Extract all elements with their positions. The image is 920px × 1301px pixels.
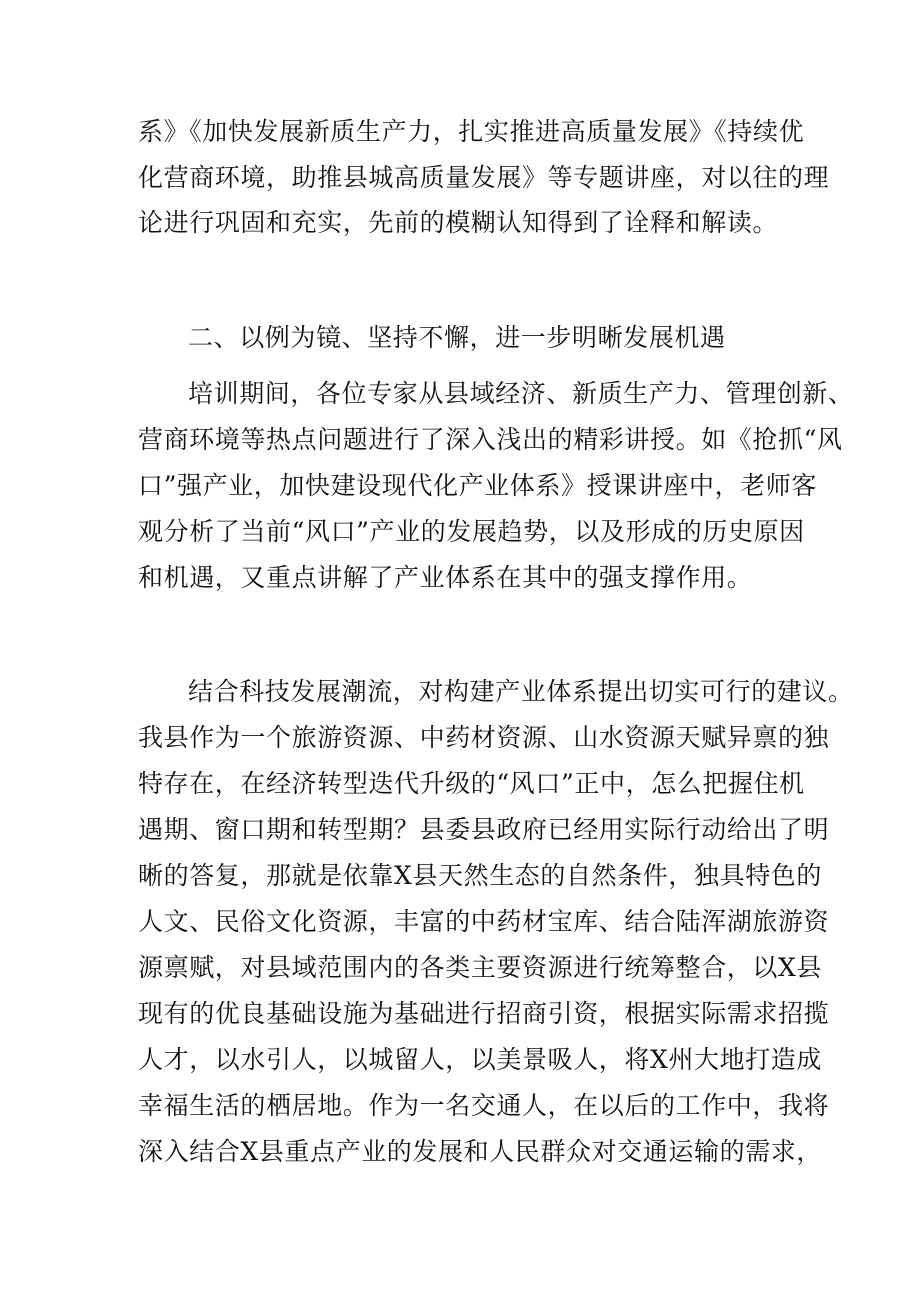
intro-line-3: 论进行巩固和充实，先前的模糊认知得到了诠释和解读。 — [138, 208, 779, 237]
training-line-5: 和机遇，又重点讲解了产业体系在其中的强支撑作用。 — [138, 563, 753, 592]
tech-line-4: 遇期、窗口期和转型期？县委县政府已经用实际行动给出了明 — [138, 815, 830, 844]
tech-line-10: 幸福生活的栖居地。作为一名交通人，在以后的工作中，我将 — [138, 1091, 830, 1120]
section-heading: 二、以例为镜、坚持不懈，进一步明晰发展机遇 — [188, 323, 726, 352]
training-line-3: 口”强产业，加快建设现代化产业体系》授课讲座中，老师客 — [138, 471, 817, 500]
tech-line-7: 源禀赋，对县域范围内的各类主要资源进行统筹整合，以X县 — [138, 953, 822, 982]
training-line-1: 培训期间，各位专家从县域经济、新质生产力、管理创新、 — [188, 379, 854, 408]
training-line-2: 营商环境等热点问题进行了深入浅出的精彩讲授。如《抢抓“风 — [138, 425, 843, 454]
tech-line-9: 人才，以水引人，以城留人，以美景吸人，将X州大地打造成 — [138, 1045, 822, 1074]
intro-line-2: 化营商环境，助推县城高质量发展》等专题讲座，对以往的理 — [138, 163, 830, 192]
training-line-4: 观分析了当前“风口”产业的发展趋势，以及形成的历史原因 — [138, 517, 805, 546]
tech-line-1: 结合科技发展潮流，对构建产业体系提出切实可行的建议。 — [188, 677, 854, 706]
tech-line-8: 现有的优良基础设施为基础进行招商引资，根据实际需求招揽 — [138, 999, 830, 1028]
tech-line-5: 晰的答复，那就是依靠X县天然生态的自然条件，独具特色的 — [138, 861, 822, 890]
tech-line-2: 我县作为一个旅游资源、中药材资源、山水资源天赋异禀的独 — [138, 723, 830, 752]
intro-line-1: 系》《加快发展新质生产力，扎实推进高质量发展》《持续优 — [138, 117, 805, 146]
tech-line-6: 人文、民俗文化资源，丰富的中药材宝库、结合陆浑湖旅游资 — [138, 907, 830, 936]
tech-line-11: 深入结合X县重点产业的发展和人民群众对交通运输的需求， — [138, 1137, 822, 1166]
tech-line-3: 特存在，在经济转型迭代升级的“风口”正中，怎么把握住机 — [138, 769, 805, 798]
